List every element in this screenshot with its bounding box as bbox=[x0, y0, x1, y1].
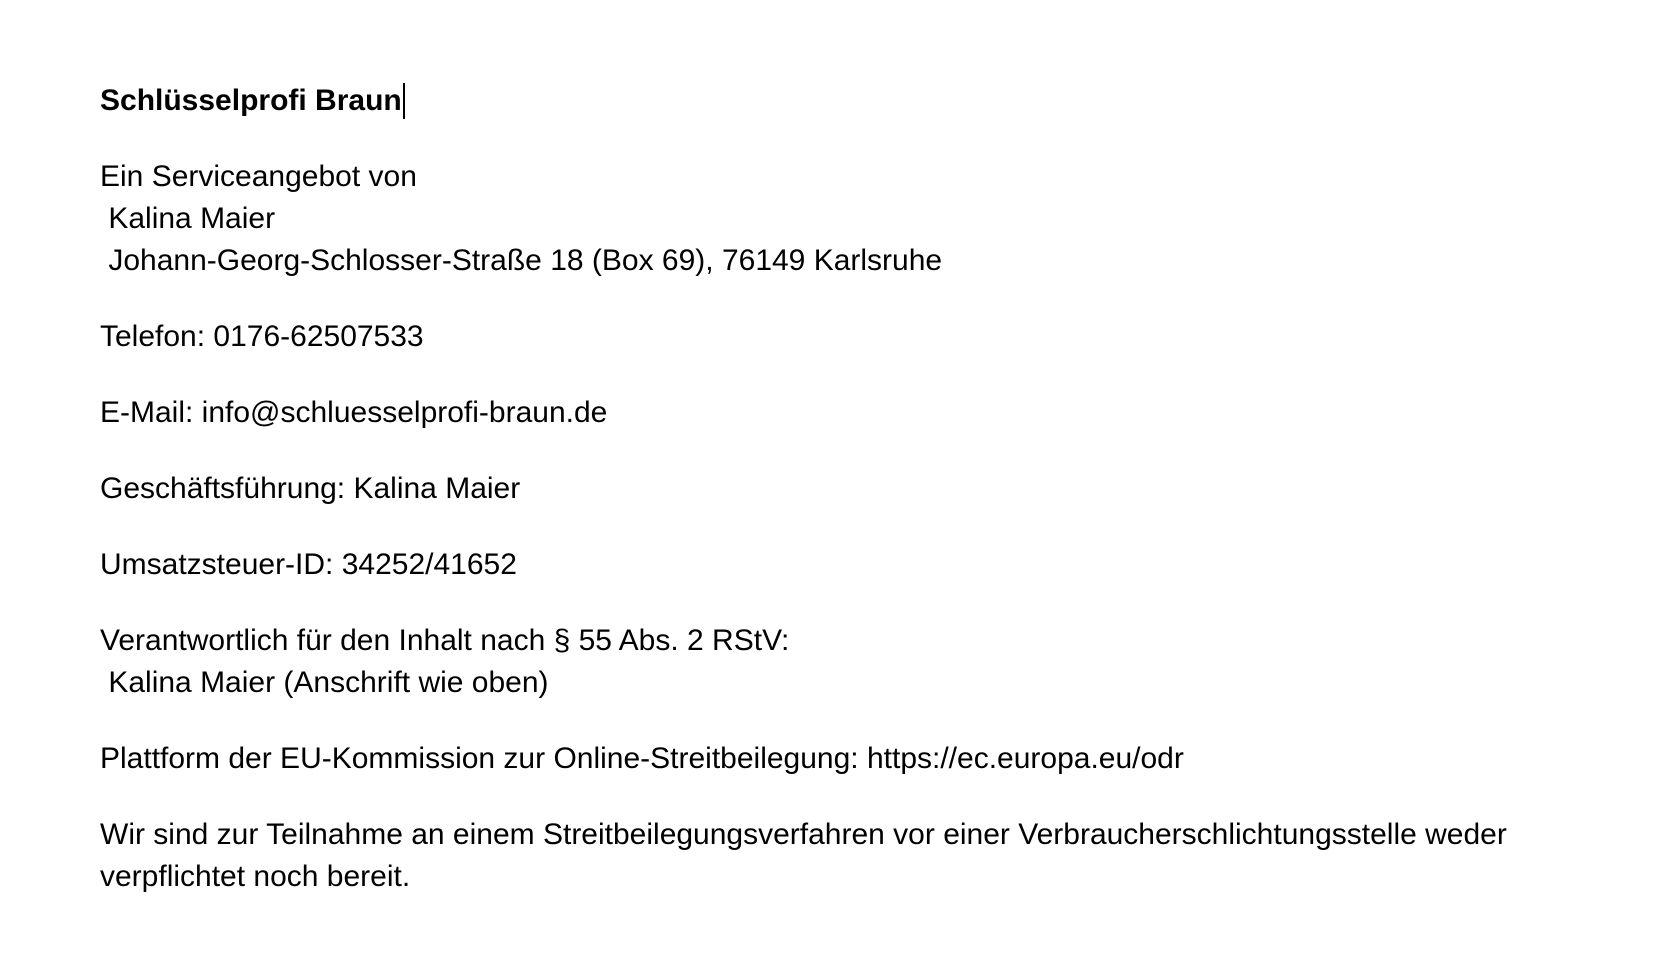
email-text: E-Mail: info@schluesselprofi-braun.de bbox=[100, 396, 608, 429]
responsible-label: Verantwortlich für den Inhalt nach § 55 Abs. 2 RStV: bbox=[100, 624, 790, 657]
dispute-notice-text: Wir sind zur Teilnahme an einem Streitbeilegungsverfahren vor einer Verbraucherschlichtungsstelle weder verpflichtet noch bereit. bbox=[100, 818, 1507, 893]
service-provider-address: Johann-Georg-Schlosser-Straße 18 (Box 69), 76149 Karlsruhe bbox=[100, 244, 943, 277]
vat-id-block bbox=[100, 544, 1580, 586]
phone-text: Telefon: 0176-62507533 bbox=[100, 320, 424, 353]
dispute-notice-block bbox=[100, 814, 1580, 898]
service-intro: Ein Serviceangebot von bbox=[100, 160, 417, 193]
service-provider-name: Kalina Maier bbox=[100, 202, 276, 235]
odr-platform-text: Plattform der EU-Kommission zur Online-Streitbeilegung: https://ec.europa.eu/odr bbox=[100, 742, 1184, 775]
email-block bbox=[100, 392, 1580, 434]
management-block bbox=[100, 468, 1580, 510]
odr-platform-block bbox=[100, 738, 1580, 780]
document-title-row bbox=[100, 80, 1580, 122]
responsible-value: Kalina Maier (Anschrift wie oben) bbox=[100, 666, 549, 699]
document-title: Schlüsselprofi Braun bbox=[100, 84, 402, 117]
text-cursor bbox=[403, 83, 405, 119]
document-body[interactable] bbox=[100, 80, 1580, 898]
responsible-block bbox=[100, 620, 1580, 704]
phone-block bbox=[100, 316, 1580, 358]
management-text: Geschäftsführung: Kalina Maier bbox=[100, 472, 521, 505]
vat-id-text: Umsatzsteuer-ID: 34252/41652 bbox=[100, 548, 517, 581]
service-provider-block bbox=[100, 156, 1580, 282]
